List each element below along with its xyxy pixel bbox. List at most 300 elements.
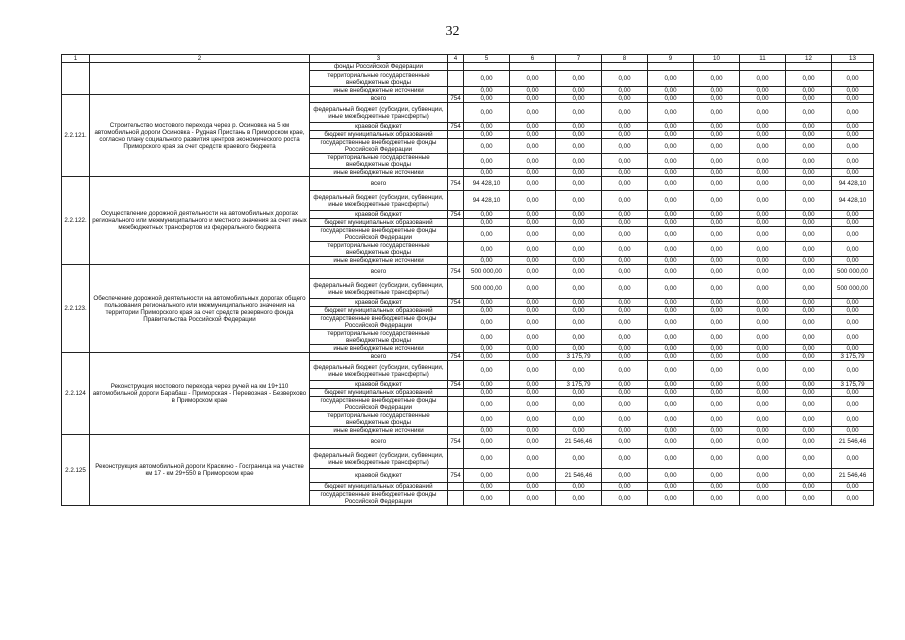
value-cell: 0,00 [602,381,648,389]
value-cell: 0,00 [786,154,832,169]
value-cell: 0,00 [464,103,510,123]
value-cell: 0,00 [464,449,510,469]
value-cell: 0,00 [602,95,648,103]
item-name: Обеспечение дорожной деятельности на автомобильных дорогах общего пользования регионального или межмуниципального значения на территории Приморского края за счет средств резервного фонда Правительства Российской Федерации [90,265,310,353]
value-cell: 0,00 [510,299,556,307]
column-number-10: 10 [694,55,740,63]
value-cell: 0,00 [556,427,602,435]
table-row [62,63,874,71]
value-cell: 0,00 [740,71,786,87]
item-code: 2.2.122. [62,177,90,265]
value-cell: 0,00 [464,361,510,381]
value-cell: 0,00 [786,87,832,95]
value-cell: 0,00 [464,435,510,449]
value-cell: 0,00 [740,381,786,389]
value-cell: 0,00 [648,71,694,87]
value-cell: 0,00 [648,435,694,449]
source-label: федеральный бюджет (субсидии, субвенции, иные межбюджетные трансферты) [310,449,448,469]
value-cell: 0,00 [740,242,786,257]
value-cell: 0,00 [832,449,874,469]
value-cell: 0,00 [740,315,786,330]
value-cell: 0,00 [510,361,556,381]
value-cell [602,63,648,71]
value-cell: 0,00 [694,397,740,412]
source-label: государственные внебюджетные фонды Российской Федерации [310,227,448,242]
column-number-13: 13 [832,55,874,63]
value-cell: 0,00 [648,265,694,279]
value-cell: 0,00 [694,177,740,191]
value-cell: 0,00 [740,449,786,469]
value-cell: 0,00 [556,483,602,491]
value-cell: 0,00 [694,483,740,491]
value-cell: 0,00 [832,211,874,219]
value-cell: 0,00 [556,449,602,469]
value-cell: 0,00 [786,449,832,469]
value-cell: 0,00 [648,469,694,483]
value-cell: 0,00 [740,211,786,219]
code-cell [448,257,464,265]
column-number-6: 6 [510,55,556,63]
value-cell: 0,00 [786,103,832,123]
value-cell: 0,00 [510,449,556,469]
value-cell: 0,00 [648,87,694,95]
value-cell: 0,00 [740,177,786,191]
value-cell: 0,00 [602,71,648,87]
value-cell: 0,00 [694,139,740,154]
value-cell: 0,00 [556,123,602,131]
value-cell: 0,00 [832,427,874,435]
value-cell: 0,00 [602,242,648,257]
value-cell: 0,00 [832,307,874,315]
code-cell: 754 [448,177,464,191]
value-cell: 0,00 [786,211,832,219]
source-label: краевой бюджет [310,123,448,131]
value-cell: 0,00 [648,219,694,227]
value-cell: 0,00 [786,353,832,361]
value-cell: 0,00 [602,169,648,177]
value-cell: 0,00 [648,449,694,469]
value-cell: 0,00 [648,397,694,412]
value-cell: 0,00 [786,307,832,315]
value-cell [648,63,694,71]
value-cell: 0,00 [556,279,602,299]
value-cell: 0,00 [464,211,510,219]
value-cell: 0,00 [786,279,832,299]
value-cell: 0,00 [556,242,602,257]
value-cell: 0,00 [510,177,556,191]
value-cell: 0,00 [510,257,556,265]
value-cell: 0,00 [602,397,648,412]
value-cell: 0,00 [464,95,510,103]
item-code: 2.2.121. [62,95,90,177]
value-cell: 0,00 [694,257,740,265]
code-cell [448,131,464,139]
value-cell: 0,00 [786,265,832,279]
source-label: иные внебюджетные источники [310,87,448,95]
value-cell: 0,00 [786,257,832,265]
value-cell [694,63,740,71]
value-cell [786,63,832,71]
value-cell: 0,00 [740,219,786,227]
value-cell: 0,00 [648,169,694,177]
value-cell: 0,00 [464,139,510,154]
value-cell: 0,00 [510,353,556,361]
value-cell: 0,00 [510,242,556,257]
value-cell: 0,00 [602,123,648,131]
value-cell: 0,00 [694,279,740,299]
value-cell: 0,00 [464,87,510,95]
value-cell: 0,00 [740,191,786,211]
value-cell: 0,00 [556,154,602,169]
value-cell: 0,00 [786,435,832,449]
value-cell: 0,00 [602,191,648,211]
source-label: всего [310,353,448,361]
value-cell: 0,00 [510,131,556,139]
value-cell: 0,00 [464,397,510,412]
value-cell: 0,00 [832,397,874,412]
source-label: иные внебюджетные источники [310,345,448,353]
value-cell: 0,00 [556,299,602,307]
value-cell: 0,00 [832,95,874,103]
code-cell [448,491,464,506]
value-cell: 0,00 [694,154,740,169]
value-cell: 0,00 [556,227,602,242]
value-cell: 0,00 [740,279,786,299]
code-cell [448,154,464,169]
code-cell [448,330,464,345]
value-cell: 0,00 [602,177,648,191]
value-cell: 0,00 [694,131,740,139]
code-cell [448,63,464,71]
value-cell: 0,00 [740,257,786,265]
value-cell: 0,00 [740,169,786,177]
value-cell: 0,00 [602,315,648,330]
value-cell: 0,00 [648,227,694,242]
column-number-8: 8 [602,55,648,63]
value-cell: 0,00 [832,491,874,506]
value-cell: 0,00 [648,491,694,506]
value-cell: 0,00 [832,361,874,381]
code-cell [448,227,464,242]
column-number-9: 9 [648,55,694,63]
value-cell: 0,00 [648,95,694,103]
value-cell: 0,00 [648,211,694,219]
code-cell [448,169,464,177]
value-cell: 0,00 [648,103,694,123]
value-cell: 0,00 [786,389,832,397]
value-cell: 0,00 [602,139,648,154]
value-cell: 0,00 [464,381,510,389]
value-cell: 0,00 [510,219,556,227]
source-label: территориальные государственные внебюджетные фонды [310,154,448,169]
value-cell: 0,00 [832,257,874,265]
value-cell: 0,00 [510,389,556,397]
value-cell: 0,00 [786,139,832,154]
code-cell [448,397,464,412]
value-cell: 0,00 [510,381,556,389]
value-cell: 0,00 [602,491,648,506]
item-name: Строительство мостового перехода через р. Осиновка на 5 км автомобильной дороги Осиновка - Рудная Пристань в Приморском крае, согласно плану социального развития центров экономического роста Приморского края за счет средств краевого бюджета [90,95,310,177]
value-cell: 0,00 [464,123,510,131]
value-cell: 0,00 [694,353,740,361]
value-cell: 0,00 [786,491,832,506]
value-cell: 0,00 [740,87,786,95]
value-cell: 0,00 [602,449,648,469]
value-cell: 0,00 [510,315,556,330]
source-label: федеральный бюджет (субсидии, субвенции, иные межбюджетные трансферты) [310,279,448,299]
value-cell: 0,00 [648,191,694,211]
value-cell: 3 175,79 [556,353,602,361]
code-cell [448,389,464,397]
value-cell: 0,00 [464,219,510,227]
value-cell: 0,00 [510,491,556,506]
value-cell: 0,00 [602,257,648,265]
value-cell: 0,00 [556,211,602,219]
value-cell: 0,00 [786,71,832,87]
source-label: иные внебюджетные источники [310,257,448,265]
code-cell [448,103,464,123]
table-row [62,435,874,449]
value-cell: 0,00 [464,353,510,361]
code-cell [448,191,464,211]
value-cell: 0,00 [740,330,786,345]
value-cell: 0,00 [832,315,874,330]
code-cell: 754 [448,469,464,483]
column-number-1: 1 [62,55,90,63]
code-cell [448,345,464,353]
source-label: территориальные государственные внебюджетные фонды [310,412,448,427]
column-number-4: 4 [448,55,464,63]
value-cell: 0,00 [832,169,874,177]
source-label: всего [310,177,448,191]
value-cell: 21 546,46 [832,435,874,449]
value-cell: 0,00 [694,219,740,227]
value-cell: 0,00 [694,87,740,95]
value-cell: 0,00 [694,330,740,345]
code-cell [448,219,464,227]
source-label: территориальные государственные внебюджетные фонды [310,71,448,87]
source-label: бюджет муниципальных образований [310,219,448,227]
value-cell: 3 175,79 [556,381,602,389]
value-cell: 3 175,79 [832,353,874,361]
value-cell: 0,00 [556,131,602,139]
code-cell [448,87,464,95]
source-label: бюджет муниципальных образований [310,307,448,315]
value-cell: 0,00 [740,353,786,361]
value-cell: 0,00 [464,299,510,307]
value-cell: 0,00 [786,397,832,412]
value-cell: 0,00 [786,242,832,257]
page-number: 32 [445,24,460,39]
value-cell: 0,00 [648,123,694,131]
value-cell: 0,00 [510,397,556,412]
value-cell: 0,00 [832,154,874,169]
value-cell: 0,00 [786,177,832,191]
value-cell: 0,00 [694,381,740,389]
value-cell: 0,00 [602,361,648,381]
value-cell: 0,00 [832,227,874,242]
value-cell: 0,00 [786,131,832,139]
value-cell: 0,00 [694,345,740,353]
source-label: всего [310,435,448,449]
item-name [90,63,310,95]
value-cell: 0,00 [510,139,556,154]
value-cell: 0,00 [694,103,740,123]
value-cell: 0,00 [510,154,556,169]
value-cell: 0,00 [740,361,786,381]
value-cell: 0,00 [602,427,648,435]
value-cell: 0,00 [648,177,694,191]
value-cell: 94 428,10 [464,191,510,211]
value-cell: 0,00 [832,131,874,139]
item-name: Реконструкция автомобильной дороги Краскино - Госграница на участке км 17 - км 29+550 в Приморском крае [90,435,310,506]
table-row [62,95,874,103]
value-cell: 0,00 [602,219,648,227]
value-cell: 0,00 [602,345,648,353]
value-cell: 0,00 [740,469,786,483]
value-cell: 0,00 [556,71,602,87]
value-cell: 0,00 [510,169,556,177]
value-cell: 0,00 [740,131,786,139]
value-cell: 0,00 [740,299,786,307]
source-label: бюджет муниципальных образований [310,483,448,491]
value-cell: 0,00 [740,307,786,315]
value-cell: 0,00 [740,123,786,131]
value-cell: 0,00 [740,389,786,397]
value-cell: 21 546,46 [556,435,602,449]
value-cell: 0,00 [832,483,874,491]
value-cell: 0,00 [464,412,510,427]
column-number-2: 2 [90,55,310,63]
value-cell: 0,00 [740,95,786,103]
value-cell: 0,00 [694,265,740,279]
item-name: Осуществление дорожной деятельности на автомобильных дорогах регионального или межмуниципального и местного значения за счет иных межбюджетных трансфертов из федерального бюджета [90,177,310,265]
value-cell: 0,00 [556,412,602,427]
source-label: всего [310,95,448,103]
value-cell: 0,00 [556,265,602,279]
value-cell: 0,00 [510,191,556,211]
value-cell: 94 428,10 [464,177,510,191]
value-cell: 0,00 [602,299,648,307]
value-cell: 0,00 [832,219,874,227]
value-cell: 0,00 [602,307,648,315]
value-cell: 0,00 [832,139,874,154]
value-cell: 0,00 [556,219,602,227]
value-cell: 0,00 [832,103,874,123]
value-cell: 0,00 [464,154,510,169]
value-cell: 0,00 [556,389,602,397]
value-cell: 0,00 [740,154,786,169]
value-cell: 0,00 [510,435,556,449]
value-cell: 0,00 [694,469,740,483]
value-cell: 0,00 [556,491,602,506]
value-cell: 0,00 [602,154,648,169]
code-cell [448,483,464,491]
item-code: 2.2.124 [62,353,90,435]
value-cell: 0,00 [602,279,648,299]
value-cell: 0,00 [510,483,556,491]
value-cell: 21 546,46 [556,469,602,483]
code-cell [448,279,464,299]
value-cell: 0,00 [510,227,556,242]
source-label: краевой бюджет [310,299,448,307]
value-cell: 0,00 [648,315,694,330]
value-cell: 0,00 [786,469,832,483]
value-cell: 0,00 [648,361,694,381]
source-label: иные внебюджетные источники [310,169,448,177]
value-cell: 0,00 [602,227,648,242]
value-cell: 0,00 [694,123,740,131]
value-cell: 0,00 [786,123,832,131]
value-cell: 0,00 [510,71,556,87]
value-cell: 0,00 [464,389,510,397]
table-row [62,177,874,191]
value-cell: 0,00 [464,169,510,177]
value-cell: 500 000,00 [464,265,510,279]
value-cell: 0,00 [510,412,556,427]
value-cell: 0,00 [786,381,832,389]
value-cell: 0,00 [464,491,510,506]
value-cell: 0,00 [510,469,556,483]
value-cell: 21 546,46 [832,469,874,483]
value-cell: 0,00 [510,330,556,345]
code-cell: 754 [448,353,464,361]
source-label: федеральный бюджет (субсидии, субвенции, иные межбюджетные трансферты) [310,361,448,381]
value-cell [556,63,602,71]
value-cell: 0,00 [602,412,648,427]
value-cell: 0,00 [694,95,740,103]
value-cell: 0,00 [510,265,556,279]
value-cell: 0,00 [602,389,648,397]
value-cell: 0,00 [832,330,874,345]
code-cell [448,307,464,315]
value-cell: 0,00 [648,353,694,361]
value-cell: 0,00 [648,299,694,307]
column-number-11: 11 [740,55,786,63]
item-name: Реконструкция мостового перехода через ручей на км 19+110 автомобильной дороги Барабаш - Приморская - Перевозная - Безверхово в Приморском крае [90,353,310,435]
column-number-5: 5 [464,55,510,63]
source-label: федеральный бюджет (субсидии, субвенции, иные межбюджетные трансферты) [310,191,448,211]
value-cell: 0,00 [786,412,832,427]
value-cell: 0,00 [464,483,510,491]
value-cell: 0,00 [694,191,740,211]
value-cell: 0,00 [786,483,832,491]
value-cell: 0,00 [740,345,786,353]
value-cell: 3 175,79 [832,381,874,389]
value-cell: 0,00 [556,361,602,381]
value-cell: 0,00 [510,123,556,131]
item-code: 2.2.125 [62,435,90,506]
value-cell: 500 000,00 [832,265,874,279]
value-cell: 0,00 [510,103,556,123]
source-label: территориальные государственные внебюджетные фонды [310,242,448,257]
source-label: фонды Российской Федерации [310,63,448,71]
source-label: государственные внебюджетные фонды Российской Федерации [310,491,448,506]
value-cell: 0,00 [832,412,874,427]
value-cell: 0,00 [602,87,648,95]
value-cell: 0,00 [740,103,786,123]
code-cell [448,242,464,257]
source-label: бюджет муниципальных образований [310,389,448,397]
value-cell: 0,00 [602,435,648,449]
value-cell: 0,00 [602,469,648,483]
code-cell [448,412,464,427]
code-cell: 754 [448,435,464,449]
budget-table [61,54,874,506]
value-cell: 0,00 [602,265,648,279]
value-cell: 0,00 [556,169,602,177]
value-cell: 0,00 [602,330,648,345]
